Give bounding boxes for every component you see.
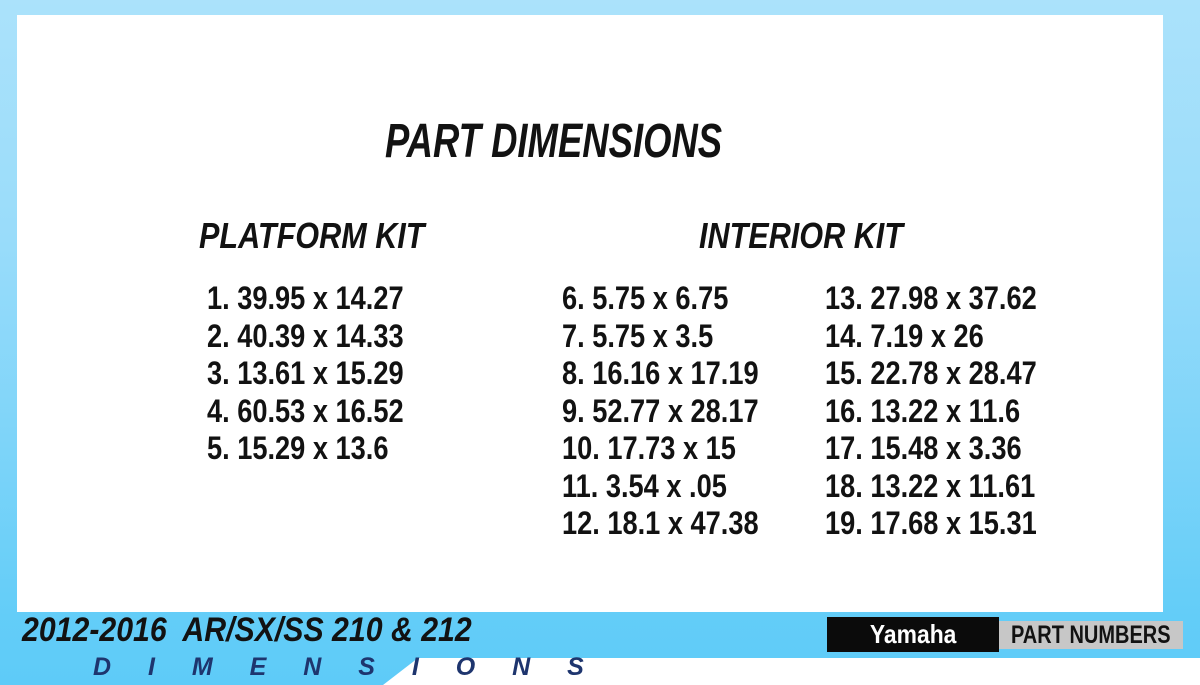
page-title <box>385 114 829 169</box>
platform-kit-heading-text: PLATFORM KIT <box>199 215 425 256</box>
model-years-text: 2012-2016 AR/SX/SS 210 & 212 <box>22 611 472 649</box>
part-numbers-tab[interactable] <box>999 621 1183 649</box>
interior-kit-list-col1 <box>562 280 793 543</box>
list-item: 11. 3.54 x .05 <box>562 467 727 504</box>
yamaha-tab-label: Yamaha <box>869 619 957 649</box>
list-item: 15. 22.78 x 28.47 <box>825 355 1037 391</box>
list-item: 8. 16.16 x 17.19 <box>562 355 759 391</box>
platform-kit-list <box>207 280 438 468</box>
page-title-text: PART DIMENSIONS <box>385 115 723 168</box>
dimensions-section-label: D I M E N S I O N S <box>93 653 599 681</box>
list-item: 16. 13.22 x 11.6 <box>825 392 1021 429</box>
list-item: 14. 7.19 x 26 <box>825 317 984 354</box>
list-item: 2. 40.39 x 14.33 <box>207 317 404 354</box>
yamaha-tab[interactable] <box>827 617 999 652</box>
interior-kit-heading-text: INTERIOR KIT <box>699 215 903 256</box>
platform-kit-heading <box>199 215 464 257</box>
interior-kit-heading <box>699 215 939 257</box>
list-item: 12. 18.1 x 47.38 <box>562 505 759 541</box>
content-panel <box>17 15 1163 612</box>
list-item: 3. 13.61 x 15.29 <box>207 355 404 391</box>
list-item: 6. 5.75 x 6.75 <box>562 280 729 316</box>
list-item: 19. 17.68 x 15.31 <box>825 505 1037 541</box>
list-item: 4. 60.53 x 16.52 <box>207 392 404 429</box>
interior-kit-list-col2 <box>825 280 1074 543</box>
list-item: 10. 17.73 x 15 <box>562 430 736 466</box>
list-item: 5. 15.29 x 13.6 <box>207 430 389 466</box>
part-numbers-tab-label: PART NUMBERS <box>1011 620 1171 649</box>
list-item: 9. 52.77 x 28.17 <box>562 392 759 429</box>
list-item: 7. 5.75 x 3.5 <box>562 317 714 354</box>
list-item: 13. 27.98 x 37.62 <box>825 280 1037 316</box>
list-item: 18. 13.22 x 11.61 <box>825 467 1036 504</box>
model-years-label <box>22 611 527 650</box>
list-item: 17. 15.48 x 3.36 <box>825 430 1022 466</box>
list-item: 1. 39.95 x 14.27 <box>207 280 404 316</box>
